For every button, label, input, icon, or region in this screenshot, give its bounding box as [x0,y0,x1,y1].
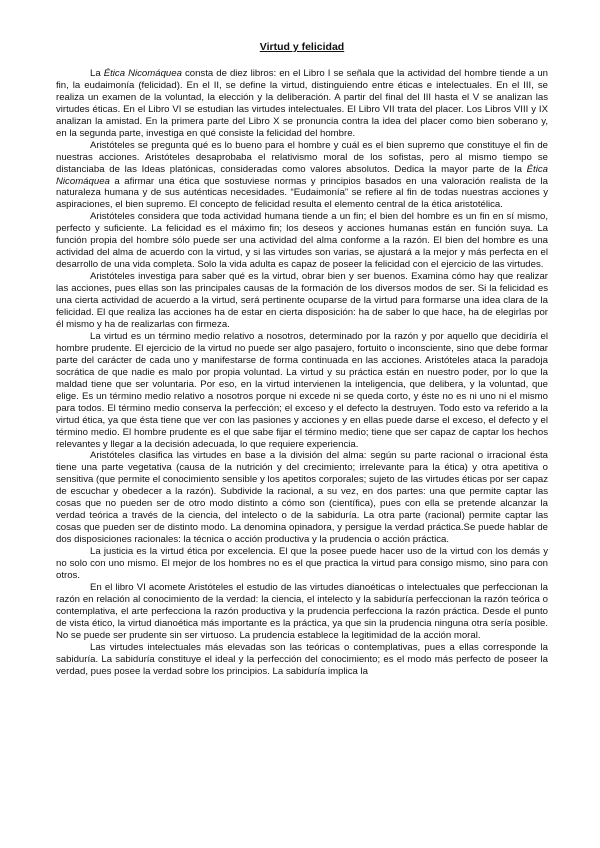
body-paragraph [56,450,548,546]
paragraph-text: a afirmar una ética que sostuviese normas y principios basados en una valoración realista de la naturaleza humana y de sus auténticas necesidades. “Eudaimonía” se refiere al fin de todas nuestras acciones y aspiraciones, el bien supremo. El concepto de felicidad resulta el elemento central de la ética aristotélica. [56,175,548,211]
paragraph-text: Aristóteles considera que toda actividad humana tiende a un fin; el bien del hombre es un fin en sí mismo, perfecto y suficiente. La felicidad es el máximo fin; los deseos y acciones humanas están en función suya. La función propia del hombre sólo puede ser una actividad del alma conforme a la razón. El bien del hombre es una actividad del alma de acuerdo con la virtud, y si las virtudes son varias, se ajustará a la mejor y más perfecta en el desarrollo de una vida completa. Solo la vida adulta es capaz de poseer la felicidad con el ejercicio de las virtudes. [56,211,548,271]
paragraph-text: La justicia es la virtud ética por excelencia. El que la posee puede hacer uso de la virtud con los demás y no solo con uno mismo. El mejor de los hombres no es el que practica la virtud para consigo mismo, sino para con otros. [56,546,548,581]
paragraph-text: Aristóteles clasifica las virtudes en base a la división del alma: según su parte racional o irracional ésta tiene una parte vegetativa (causa de la nutrición y del crecimiento; irrelevante para la ética) y otra apetitiva o sensitiva (que permite el conocimiento sensible y los apetitos corporales; sujeto de las virtudes éticas por ser capaz de escuchar y obedecer a la razón). Subdivide la racional, a su vez, en dos partes: una que permite captar las cosas que no pueden ser de otro modo distinto a cómo son (científica), pues con ella se pretende alcanzar la verdad teórica a través de la ciencia, del intelecto o de la sabiduría. La otra parte (racional) permite captar las cosas que pueden ser de distinto modo. La denomina opinadora, y persigue la verdad práctica.Se puede hablar de dos disposiciones racionales: la técnica o acción productiva y la prudencia o acción práctica. [56,450,548,546]
body-paragraph [56,271,548,331]
paragraph-text: consta de diez libros: en el Libro I se señala que la actividad del hombre tiende a un fin, la eudaimonía (felicidad). En el II, se define la virtud, distinguiendo entre éticas e intelectuales. En el III, se realiza un examen de la voluntad, la elección y la deliberación. A partir del final del III hasta el V se analizan las virtudes éticas. En el Libro VI se estudian las virtudes intelectuales. El Libro VII trata del placer. Los Libros VIII y IX analizan la amistad. En la primera parte del Libro X se pronuncia contra la idea del placer como bien soberano y, en la segunda parte, investiga en qué consiste la felicidad del hombre. [56,67,548,139]
paragraph-text: En el libro VI acomete Aristóteles el estudio de las virtudes dianoéticas o intelectuales que perfeccionan la razón en relación al conocimiento de la verdad: la ciencia, el intelecto y la sabiduría perfeccionan la razón teórica o contemplativa, el arte perfecciona la razón productiva y la prudencia perfecciona la razón práctica. Desde el punto de vista ético, la virtud dianoética más importante es la práctica, ya que sin la prudencia ninguna otra sería posible. No se puede ser prudente sin ser virtuoso. La prudencia establece la legitimidad de la acción moral. [56,581,548,641]
document-body [56,68,548,678]
body-paragraph [56,140,548,212]
body-paragraph [56,211,548,271]
body-paragraph [56,68,548,140]
paragraph-text: La [90,67,104,79]
paragraph-text: La virtud es un término medio relativo a nosotros, determinado por la razón y por aquello que decidiría el hombre prudente. El ejercicio de la virtud no puede ser algo pasajero, fortuito o inconsciente, sino que debe formar parte del carácter de cada uno y manifestarse de forma continuada en las acciones. Aristóteles ataca la paradoja socrática de que nadie es malo por propia voluntad. La virtud y su práctica están en nuestro poder, por lo que la maldad tiene que ser voluntaria. Por eso, en la virtud intervienen la inteligencia, que delibera, y la voluntad, que elige. Es un término medio relativo a nosotros porque ni excede ni se queda corto, y éste no es ni uno ni el mismo para todos. El término medio conserva la perfección; el exceso y el defecto la destruyen. Todo esto va referido a la virtud ética, ya que ésta tiene que ver con las pasiones y acciones y en ellas puede darse el exceso, el defecto y el término medio. El hombre prudente es el que sabe fijar el término medio; tiene que ser capaz de captar los hechos relevantes y llegar a la decisión adecuada, lo que requiere experiencia. [56,330,548,450]
paragraph-text: Aristóteles investiga para saber qué es la virtud, obrar bien y ser buenos. Examina cómo hay que realizar las acciones, pues ellas son las principales causas de la formación de los diversos modos de ser. Si la felicidad es una cierta actividad de acuerdo a la virtud, será pertinente ocuparse de la virtud para formarse una idea clara de la felicidad. El que realiza las acciones ha de estar en cierta disposición: ha de saber lo que hace, ha de elegirlas por él mismo y ha de realizarlas con firmeza. [56,271,548,330]
paragraph-text: Las virtudes intelectuales más elevadas son las teóricas o contemplativas, pues a ellas corresponde la sabiduría. La sabiduría constituye el ideal y la perfección del conocimiento; es el modo más perfecto de poseer la verdad, pues posee la verdad sobre los principios. La sabiduría implica la [56,641,548,677]
body-paragraph [56,331,548,451]
paragraph-text: Aristóteles se pregunta qué es lo bueno para el hombre y cuál es el bien supremo que constituye el fin de nuestras acciones. Aristóteles desaprobaba el relativismo moral de los sofistas, pero al mismo tiempo se distanciaba de las Ideas platónicas, consideradas como valores absolutos. Dedica la mayor parte de la [56,139,548,175]
italic-title-text: Ética Nicomáquea [56,163,548,187]
body-paragraph [56,642,548,678]
italic-title-text: Ética Nicomáquea [103,67,182,79]
body-paragraph [56,546,548,582]
body-paragraph [56,582,548,642]
document-title: Virtud y felicidad [259,41,345,53]
